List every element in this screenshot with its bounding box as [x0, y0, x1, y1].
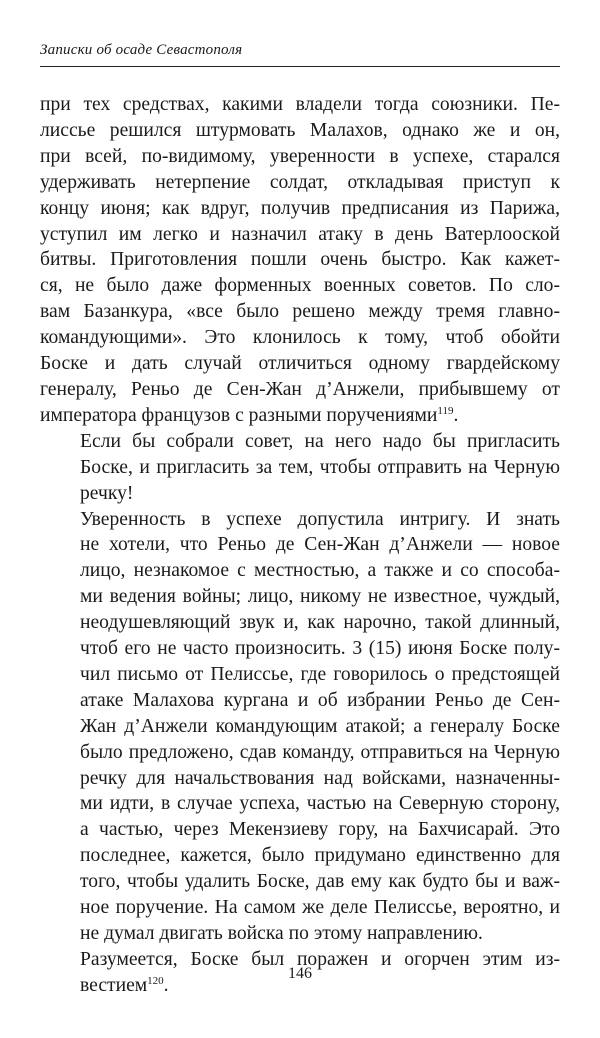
footnote-marker: 119	[437, 404, 454, 417]
text-line: императора французов с разными поручениями$^{119}$.	[40, 404, 459, 426]
text-line: при тех средствах, какими владели тогда союзники. Пе-	[40, 94, 560, 115]
text-line: чил письмо от Пелиссье, где говорилось о предстоящей	[80, 663, 560, 685]
text-line: удерживать нетерпение солдат, откладывая приступ к	[40, 171, 560, 193]
running-head: Записки об осаде Севастополя	[40, 42, 243, 58]
text-line: при всей, по-видимому, уверенности в успехе, старался	[40, 145, 560, 167]
text-line: вестием$^{120}$.	[80, 974, 169, 996]
text-line: лицо, незнакомое с местностью, а также и со способа-	[80, 560, 560, 582]
text-line: командующими». Это клонилось к тому, чтоб обойти	[40, 327, 560, 349]
text-line: не хотели, что Реньо де Сен-Жан д’Анжели — новое	[80, 534, 560, 556]
text-line: битвы. Приготовления пошли очень быстро. Как кажет-	[40, 249, 560, 271]
text-line: Жан д’Анжели командующим атакой; а генералу Боске	[80, 715, 560, 737]
text-line: ное поручение. На самом же деле Пелиссье, вероятно, и	[80, 897, 560, 919]
paragraph	[40, 507, 560, 947]
text-line: генералу, Реньо де Сен-Жан д’Анжели, прибывшему от	[40, 378, 560, 400]
text-line: уступил им легко и назначил атаку в день Ватерлооской	[40, 223, 560, 245]
text-line: ся, не было даже форменных военных советов. По сло-	[40, 275, 560, 297]
paragraph	[40, 92, 560, 429]
text-line: Разумеется, Боске был поражен и огорчен этим из-	[80, 948, 560, 970]
body-text	[40, 92, 560, 999]
text-line: последнее, кажется, было придумано единственно для	[80, 845, 560, 867]
text-line: а частью, через Мекензиеву гору, на Бахчисарай. Это	[80, 819, 560, 841]
footnote-marker: 120	[147, 974, 164, 987]
text-line: того, чтобы удалить Боске, дав ему как будто бы и важ-	[80, 871, 560, 893]
text-line: не думал двигать войска по этому направлению.	[80, 923, 483, 944]
page-number: 146	[288, 965, 312, 982]
text-line: речку!	[80, 482, 134, 504]
text-line: концу июня; как вдруг, получив предписания из Парижа,	[40, 197, 560, 219]
text-line: атаке Малахова кургана и об избрании Реньо де Сен-	[80, 689, 560, 711]
text-line: ми идти, в случае успеха, частью на Северную сторону,	[80, 793, 560, 815]
text-line: неодушевляющий звук и, как нарочно, такой длинный,	[80, 612, 560, 634]
text-line: Боске и дать случай отличиться одному гвардейскому	[40, 353, 560, 375]
header-rule	[40, 66, 560, 67]
text-line: ми ведения войны; лицо, никому не известное, чуждый,	[80, 586, 560, 608]
text-line: чтоб его не часто произносить. 3 (15) июня Боске полу-	[80, 638, 560, 660]
text-line: Если бы собрали совет, на него надо бы пригласить	[80, 430, 560, 452]
text-line: лиссье решился штурмовать Малахов, однако же и он,	[40, 119, 560, 141]
text-line: Боске, и пригласить за тем, чтобы отправить на Черную	[80, 456, 560, 478]
text-line: было предложено, сдав команду, отправиться на Черную	[80, 741, 560, 763]
text-line: вам Базанкура, «все было решено между тремя главно-	[40, 301, 560, 323]
text-line: речку для начальствования над войсками, назначенны-	[80, 767, 560, 789]
text-line: Уверенность в успехе допустила интригу. И знать	[80, 508, 560, 530]
paragraph	[40, 429, 560, 507]
